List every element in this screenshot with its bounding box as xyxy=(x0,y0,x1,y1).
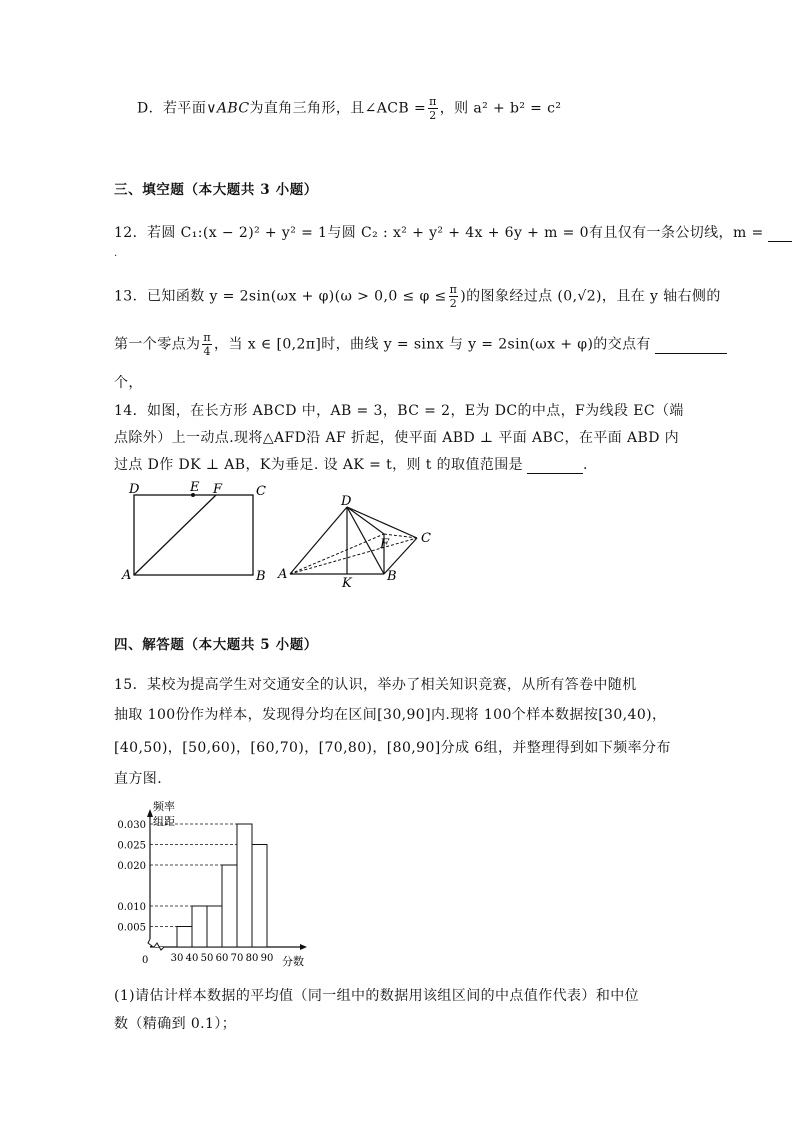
x-tick-label: 50 xyxy=(200,953,214,964)
x-axis-label: 分数 xyxy=(282,955,304,968)
answer-blank-14 xyxy=(527,457,583,474)
option-d-mid: 为直角三角形，且∠ACB = xyxy=(249,100,427,117)
question-15-sub1-line1: (1)请估计样本数据的平均值（同一组中的数据用该组区间的中点值作代表）和中位 xyxy=(114,988,640,1004)
x-tick-label: 40 xyxy=(185,953,199,964)
edge-ad xyxy=(290,507,347,574)
question-13-line2-text: 第一个零点为 xyxy=(114,336,201,353)
label-d: D xyxy=(341,494,352,509)
label-c: C xyxy=(421,531,431,546)
x-tick-label: 90 xyxy=(260,953,274,964)
question-15-line3: [40,50)，[50,60)，[60,70)，[70,80)，[80,90]分成 6组，并整理得到如下频率分布 xyxy=(114,740,671,756)
question-13-line1 xyxy=(114,283,721,310)
label-e: E xyxy=(190,480,200,495)
question-13-line2 xyxy=(114,331,727,358)
segment-af xyxy=(134,495,216,575)
label-a: A xyxy=(122,568,132,583)
label-f: F xyxy=(213,482,223,497)
rectangle-abcd xyxy=(134,495,253,575)
question-13-line2-end: ，当 x ∈ [0,2π]时，曲线 y = sinx 与 y = 2sin(ωx + φ)的交点有 xyxy=(214,336,651,353)
label-k: K xyxy=(342,576,352,590)
question-15-line2: 抽取 100份作为样本，发现得分均在区间[30,90]内.现将 100个样本数据按[30,40)， xyxy=(114,707,667,723)
question-13-line3: 个， xyxy=(114,375,143,391)
x-axis-arrow xyxy=(300,944,307,950)
question-13-line1-end: )的图象经过点 (0,√2)，且在 y 轴右侧的 xyxy=(460,288,721,305)
histogram-bar xyxy=(192,906,207,947)
question-14-line1: 14．如图，在长方形 ABCD 中，AB = 3，BC = 2，E为 DC的中点，F为线段 EC（端 xyxy=(114,403,684,419)
question-14-line3 xyxy=(114,454,588,474)
question-14-line2: 点除外）上一动点.现将△AFD沿 AF 折起，使平面 ABD ⊥ 平面 ABC，在平面 ABD 内 xyxy=(114,430,680,446)
label-a: A xyxy=(278,567,288,582)
y-tick-label: 0.010 xyxy=(117,902,146,913)
figure-14-folded xyxy=(276,490,446,590)
section-4-title: 四、解答题（本大题共 5 小题） xyxy=(114,637,318,653)
fraction-numerator: π xyxy=(449,283,458,296)
edge-af-dashed xyxy=(290,534,384,574)
option-d-triangle: ∨ABC xyxy=(206,100,250,117)
edge-db xyxy=(347,507,384,574)
fraction-numerator: π xyxy=(429,95,437,108)
question-12-dot: . xyxy=(114,248,118,259)
option-d-prefix: D．若平面 xyxy=(137,100,207,117)
option-d-fraction xyxy=(428,95,438,122)
question-14-line3-end: . xyxy=(583,457,588,473)
fraction-denominator: 2 xyxy=(429,109,437,122)
question-12 xyxy=(114,222,792,242)
option-d xyxy=(137,95,561,122)
histogram-bar xyxy=(222,865,237,947)
question-13-line1-text: 13．已知函数 y = 2sin(ωx + φ)(ω > 0,0 ≤ φ ≤ xyxy=(114,288,447,305)
y-tick-label: 0.030 xyxy=(117,820,146,831)
label-f: F xyxy=(380,537,390,552)
y-axis-break xyxy=(148,939,152,947)
x-tick-label: 70 xyxy=(230,953,244,964)
histogram-bar xyxy=(207,906,222,947)
question-13-fraction-1 xyxy=(449,283,459,310)
edge-dc xyxy=(347,507,417,538)
option-d-suffix: ，则 a² + b² = c² xyxy=(439,100,562,117)
histogram-bar xyxy=(252,845,267,948)
label-b: B xyxy=(256,569,266,584)
y-tick-label: 0.005 xyxy=(117,922,146,934)
label-d: D xyxy=(129,482,140,497)
question-14-line3-text: 过点 D作 DK ⊥ AB，K为垂足. 设 AK = t，则 t 的取值范围是 xyxy=(114,457,524,473)
question-15-sub1-line2: 数（精确到 0.1）； xyxy=(114,1016,237,1032)
fraction-numerator: π xyxy=(203,331,212,344)
fraction-denominator: 4 xyxy=(203,345,211,358)
y-axis-label-top: 频率 xyxy=(153,800,175,813)
fraction-denominator: 2 xyxy=(449,297,458,310)
y-tick-label: 0.020 xyxy=(117,861,146,872)
label-b: B xyxy=(387,569,397,584)
y-axis-label-bottom: 组距 xyxy=(153,815,175,828)
question-15-line4: 直方图. xyxy=(114,771,163,787)
y-tick-label: 0.025 xyxy=(117,840,146,852)
label-c: C xyxy=(256,484,266,499)
x-tick-label: 30 xyxy=(170,953,184,964)
question-15-line1: 15．某校为提高学生对交通安全的认识，举办了相关知识竞赛，从所有答卷中随机 xyxy=(114,677,637,693)
section-3-title: 三、填空题（本大题共 3 小题） xyxy=(114,182,318,198)
histogram-bar xyxy=(237,824,252,947)
edge-ac-dashed xyxy=(290,538,417,574)
question-12-text: 12．若圆 C₁:(x − 2)² + y² = 1与圆 C₂ : x² + y² + 4x + 6y + m = 0有且仅有一条公切线，m = xyxy=(114,225,764,241)
answer-blank-12 xyxy=(768,225,792,242)
histogram-bar xyxy=(177,927,192,948)
answer-blank-13 xyxy=(655,337,727,354)
figure-14-rectangle xyxy=(118,478,278,586)
x-tick-label: 80 xyxy=(245,953,259,964)
question-13-fraction-2 xyxy=(202,331,212,358)
frequency-histogram xyxy=(108,795,323,973)
x-tick-label: 60 xyxy=(215,953,229,964)
origin-label: 0 xyxy=(142,955,149,966)
